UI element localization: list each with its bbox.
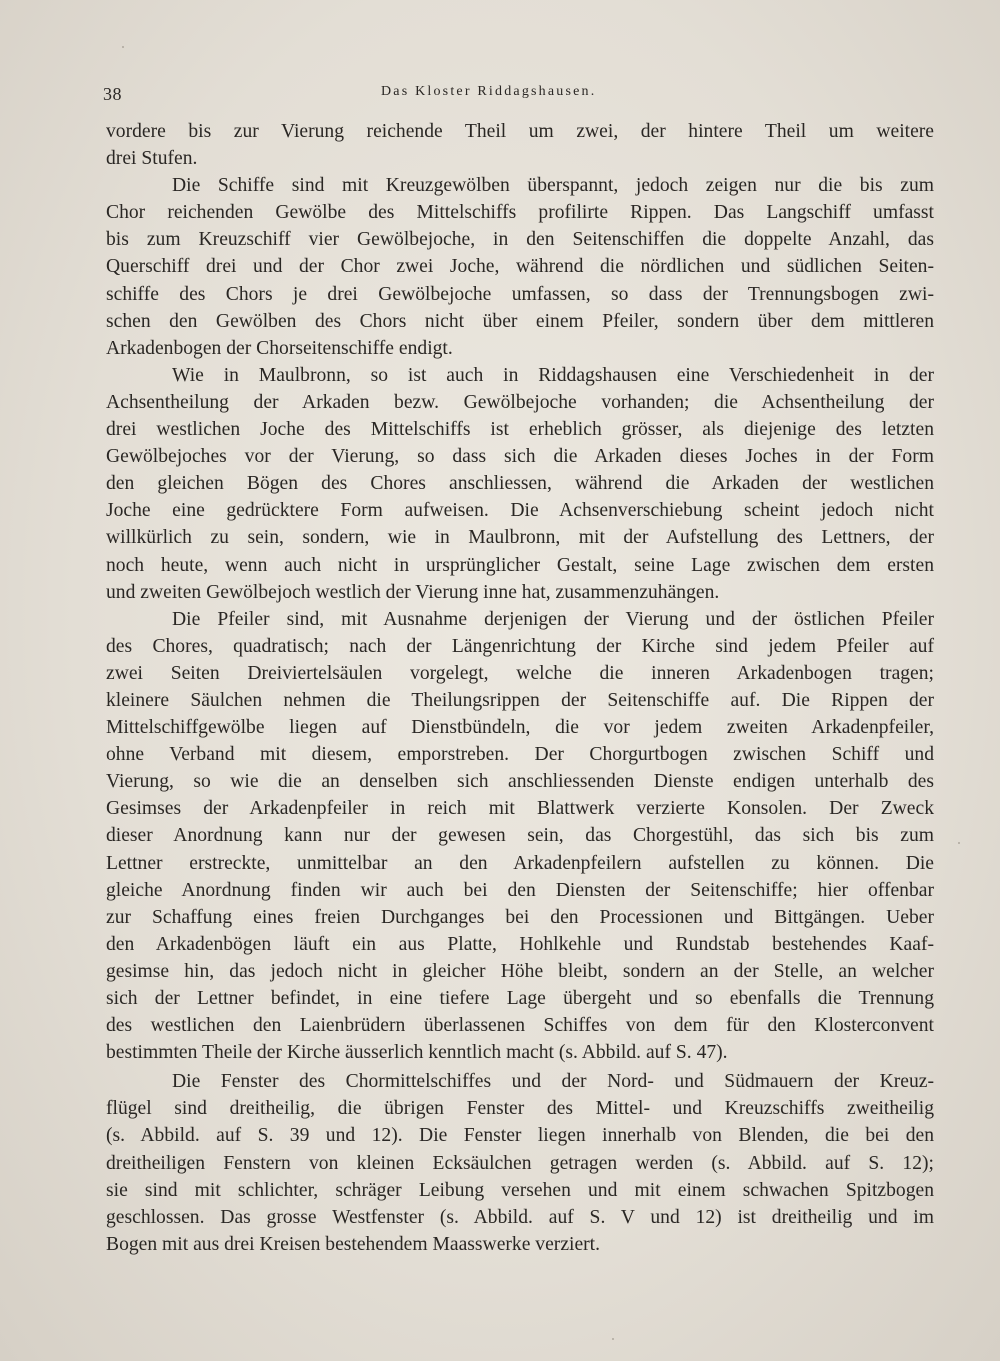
text-line: Gesimses der Arkadenpfeiler in reich mit Blattwerk verzierte Konsolen. Der Zweck — [106, 798, 934, 820]
text-line: noch heute, wenn auch nicht in ursprünglicher Gestalt, seine Lage zwischen dem ersten — [106, 554, 934, 576]
text-line: gleiche Anordnung finden wir auch bei den Diensten der Seitenschiffe; hier offenbar — [106, 879, 934, 901]
text-line: ohne Verband mit diesem, emporstreben. Der Chorgurtbogen zwischen Schiff und — [106, 744, 934, 766]
text-line: gesimse hin, das jedoch nicht in gleicher Höhe bleibt, sondern an der Stelle, an welcher — [106, 960, 934, 982]
text-line: Wie in Maulbronn, so ist auch in Riddagshausen eine Verschiedenheit in der — [172, 364, 934, 386]
paragraph-1 — [106, 118, 934, 172]
text-line: sie sind mit schlichter, schräger Leibung versehen und mit einem schwachen Spitzbogen — [106, 1179, 934, 1201]
text-line: geschlossen. Das grosse Westfenster (s. Abbild. auf S. V und 12) ist dreitheilig und im — [106, 1206, 934, 1228]
running-title: Das Kloster Riddagshausen. — [381, 84, 597, 99]
text-line: schen den Gewölben des Chors nicht über einem Pfeiler, sondern über dem mittleren — [106, 310, 934, 332]
text-line: flügel sind dreitheilig, die übrigen Fenster des Mittel- und Kreuzschiffs zweitheilig — [106, 1098, 934, 1120]
paper-speck — [958, 842, 960, 844]
body-text — [106, 118, 934, 1258]
text-line: des westlichen den Laienbrüdern überlassenen Schiffes von dem für den Klosterconvent — [106, 1015, 934, 1037]
text-line: Querschiff drei und der Chor zwei Joche, während die nördlichen und südlichen Seiten- — [106, 256, 934, 278]
text-line: Mittelschiffgewölbe liegen auf Dienstbündeln, die vor jedem zweiten Arkadenpfeiler, — [106, 717, 934, 739]
text-line: (s. Abbild. auf S. 39 und 12). Die Fenster liegen innerhalb von Blenden, die bei den — [106, 1125, 934, 1147]
text-line: zwei Seiten Dreiviertelsäulen vorgelegt, welche die inneren Arkadenbogen tragen; — [106, 662, 934, 684]
text-line: Chor reichenden Gewölbe des Mittelschiffs profilirte Rippen. Das Langschiff umfasst — [106, 202, 934, 224]
text-line: Die Pfeiler sind, mit Ausnahme derjenigen der Vierung und der östlichen Pfeiler — [172, 608, 934, 630]
text-line: schiffe des Chors je drei Gewölbejoche umfassen, so dass der Trennungsbogen zwi- — [106, 283, 934, 305]
paragraph-3 — [106, 362, 934, 606]
page-number: 38 — [103, 84, 122, 104]
text-line: bestimmten Theile der Kirche äusserlich kenntlich macht (s. Abbild. auf S. 47). — [106, 1042, 728, 1064]
page-header — [103, 84, 643, 108]
paragraph-4 — [106, 606, 934, 1067]
paragraph-5 — [106, 1068, 934, 1258]
text-line: Joche eine gedrücktere Form aufweisen. Die Achsenverschiebung scheint jedoch nicht — [106, 500, 934, 522]
text-line: den gleichen Bögen des Chores anschliessen, während die Arkaden der westlichen — [106, 473, 934, 495]
text-line: Lettner erstreckte, unmittelbar an den Arkadenpfeilern aufstellen zu können. Die — [106, 852, 934, 874]
text-line: drei Stufen. — [106, 148, 198, 170]
text-line: willkürlich zu sein, sondern, wie in Maulbronn, mit der Aufstellung des Lettners, der — [106, 527, 934, 549]
text-line: Bogen mit aus drei Kreisen bestehendem Maasswerke verziert. — [106, 1233, 601, 1255]
text-line: dreitheiligen Fenstern von kleinen Ecksäulchen getragen werden (s. Abbild. auf S. 12); — [106, 1152, 934, 1174]
text-line: drei westlichen Joche des Mittelschiffs ist erheblich grösser, als diejenige des letzten — [106, 419, 934, 441]
text-line: Vierung, so wie die an denselben sich anschliessenden Dienste endigen unterhalb des — [106, 771, 934, 793]
text-line: vordere bis zur Vierung reichende Theil um zwei, der hintere Theil um weitere — [106, 121, 934, 142]
text-line: Die Schiffe sind mit Kreuzgewölben überspannt, jedoch zeigen nur die bis zum — [172, 175, 934, 197]
text-line: Gewölbejoches vor der Vierung, so dass sich die Arkaden dieses Joches in der Form — [106, 446, 934, 468]
text-line: sich der Lettner befindet, in eine tiefere Lage übergeht und so ebenfalls die Trennung — [106, 988, 934, 1009]
paragraph-2 — [106, 172, 934, 362]
paper-speck — [122, 46, 124, 48]
text-line: des Chores, quadratisch; nach der Längenrichtung der Kirche sind jedem Pfeiler auf — [106, 635, 934, 657]
text-line: Achsentheilung der Arkaden bezw. Gewölbejoche vorhanden; die Achsentheilung der — [106, 391, 934, 413]
text-line: Arkadenbogen der Chorseitenschiffe endigt. — [106, 337, 453, 359]
text-line: und zweiten Gewölbejoch westlich der Vierung inne hat, zusammenzuhängen. — [106, 581, 720, 603]
text-line: Die Fenster des Chormittelschiffes und der Nord- und Südmauern der Kreuz- — [172, 1071, 934, 1093]
text-line: bis zum Kreuzschiff vier Gewölbejoche, in den Seitenschiffen die doppelte Anzahl, das — [106, 229, 934, 251]
text-line: kleinere Säulchen nehmen die Theilungsrippen der Seitenschiffe auf. Die Rippen der — [106, 689, 934, 711]
text-line: den Arkadenbögen läuft ein aus Platte, Hohlkehle und Rundstab bestehendes Kaaf- — [106, 933, 934, 955]
paper-speck — [612, 1338, 614, 1340]
text-line: dieser Anordnung kann nur der gewesen sein, das Chorgestühl, das sich bis zum — [106, 825, 934, 847]
text-line: zur Schaffung eines freien Durchganges bei den Processionen und Bittgängen. Ueber — [106, 906, 934, 928]
